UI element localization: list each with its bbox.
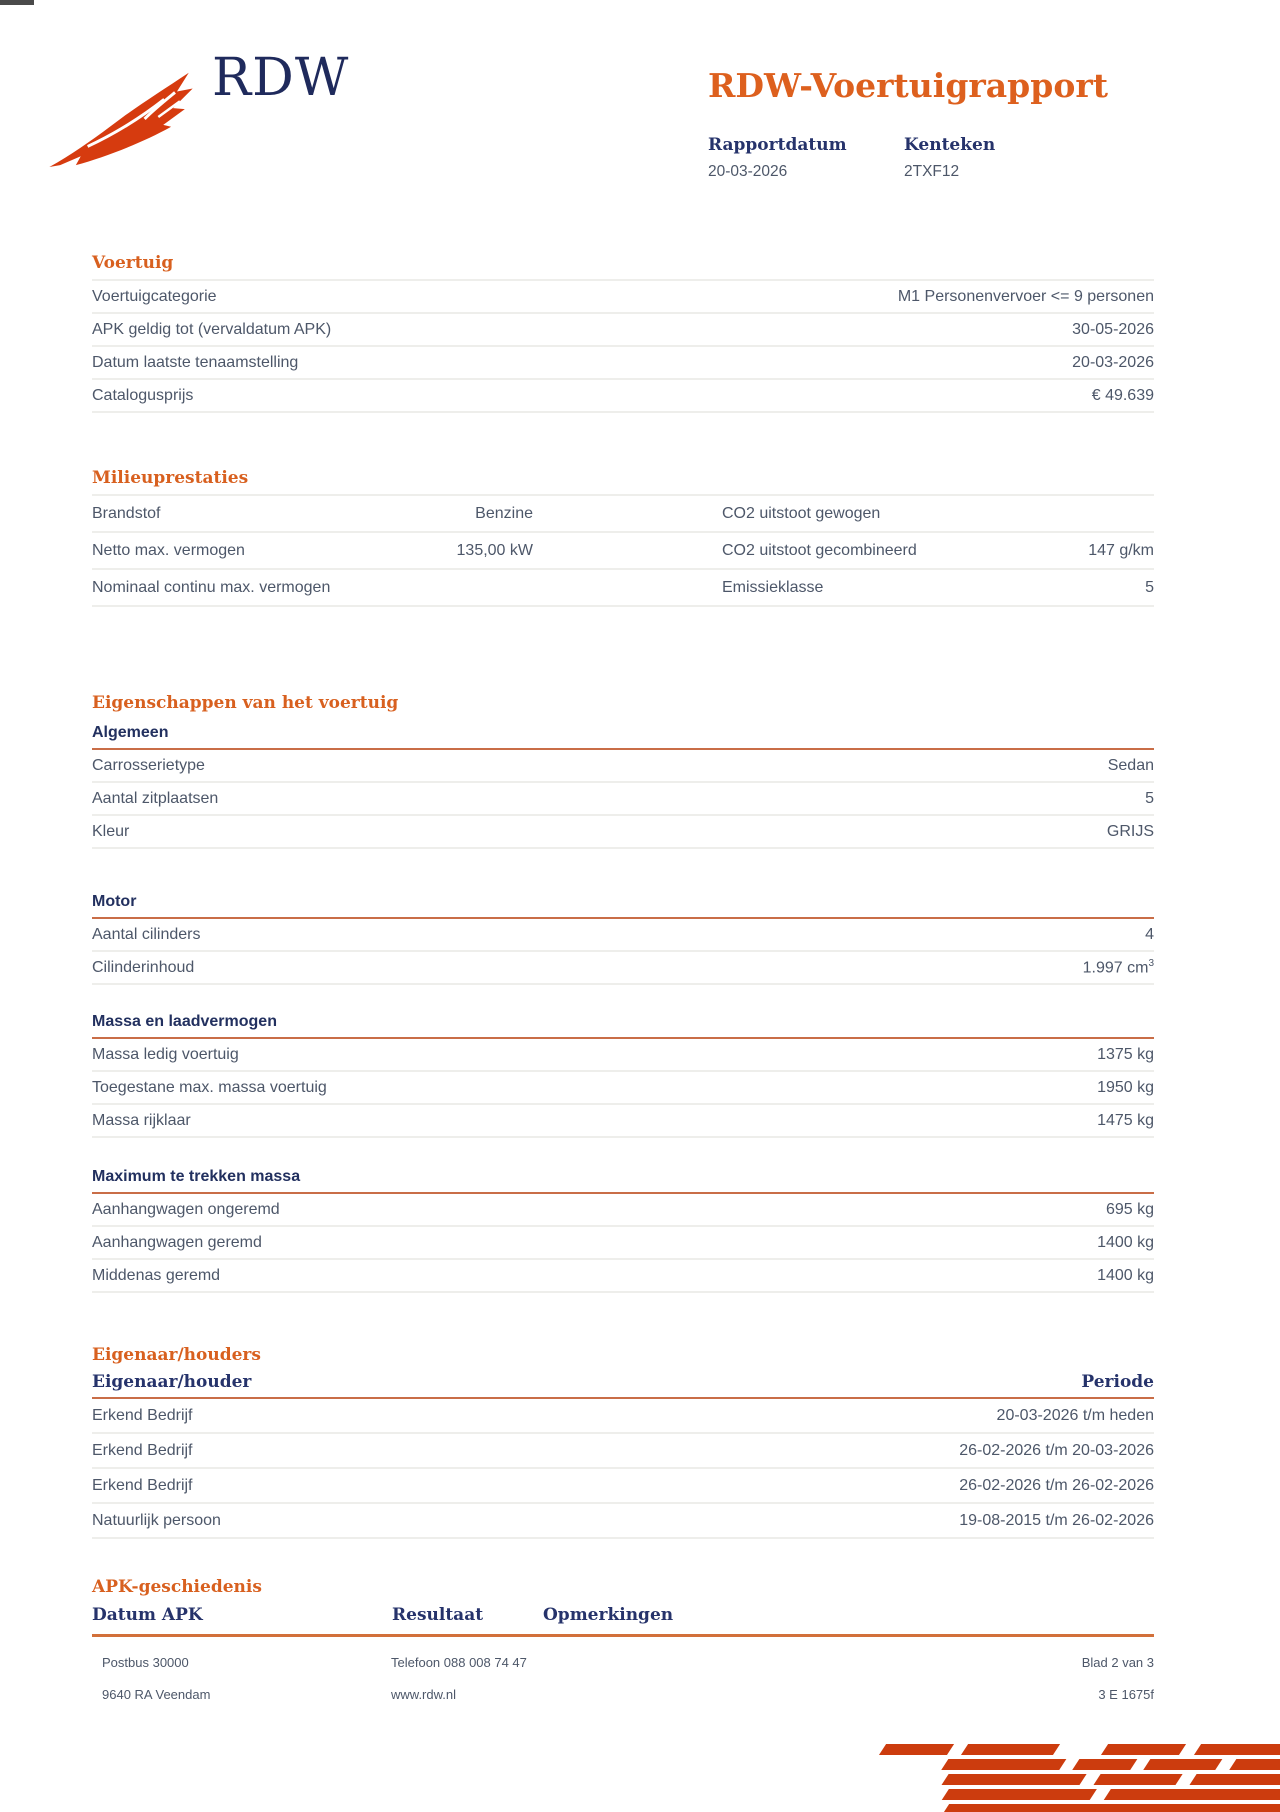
section-title: Eigenaar/houders [92,1345,261,1365]
subsection-algemeen [92,724,1154,849]
table-row [92,783,1154,816]
row-value: 30-05-2026 [1072,320,1154,338]
subsection-motor [92,893,1154,985]
owner-cell: Erkend Bedrijf [92,1406,193,1424]
row-label: Toegestane max. massa voertuig [92,1078,327,1096]
section-title: APK-geschiedenis [92,1577,262,1597]
report-date-label: Rapportdatum [708,135,847,155]
row-value: 135,00 kW [456,541,533,559]
row-value: 695 kg [1105,1200,1154,1218]
table-row [92,1039,1154,1072]
row-label: Emissieklasse [722,578,824,596]
section-title: Voertuig [92,253,174,273]
table-row [92,1399,1154,1434]
subsection-title: Algemeen [92,724,169,741]
footer-address-line1: Postbus 30000 [102,1655,189,1670]
row-label: Middenas geremd [92,1266,221,1284]
subsection-title: Massa en laadvermogen [92,1013,277,1030]
footer-address-line2: 9640 RA Veendam [102,1687,211,1702]
footer-phone: Telefoon 088 008 74 47 [391,1655,527,1670]
row-value: 1475 kg [1097,1111,1154,1129]
row-value: 4 [1145,925,1154,943]
row-value: 5 [1145,789,1154,807]
section-title: Eigenschappen van het voertuig [92,693,399,713]
subsection-title: Maximum te trekken massa [92,1168,301,1185]
row-label: CO2 uitstoot gecombineerd [722,541,917,559]
row-label: Voertuigcategorie [92,287,217,305]
table-row [92,1504,1154,1539]
period-cell: 19-08-2015 t/m 26-02-2026 [959,1511,1154,1529]
row-label: Cilinderinhoud [92,958,195,976]
section-title: Milieuprestaties [92,468,249,488]
column-header-owner: Eigenaar/houder [92,1372,252,1392]
footer-doc-code: 3 E 1675f [1098,1687,1154,1702]
row-label: Aanhangwagen ongeremd [92,1200,280,1218]
license-plate-label: Kenteken [904,135,996,155]
row-label: Carrosserietype [92,756,205,774]
section-eigenschappen-title [92,693,1154,713]
owner-cell: Natuurlijk persoon [92,1511,221,1529]
table-row [92,380,1154,413]
row-value: 1400 kg [1097,1233,1154,1251]
row-value: 5 [1145,578,1154,596]
row-label: Aanhangwagen geremd [92,1233,262,1251]
rdw-wing-graphic [850,1738,1280,1812]
subsection-title: Motor [92,893,137,910]
row-value: Sedan [1107,756,1154,774]
footer-website: www.rdw.nl [391,1687,457,1702]
table-row [92,347,1154,380]
footer-line-1 [92,1655,1154,1670]
row-label: Catalogusprijs [92,386,194,404]
license-plate-value: 2TXF12 [904,163,960,180]
row-value: Benzine [475,504,533,522]
footer-page-number: Blad 2 van 3 [1081,1655,1154,1670]
table-row [92,570,1154,607]
row-value: 1950 kg [1097,1078,1154,1096]
section-milieuprestaties [92,468,1154,607]
period-cell: 26-02-2026 t/m 20-03-2026 [959,1441,1154,1459]
owner-cell: Erkend Bedrijf [92,1441,193,1459]
row-value: 20-03-2026 [1072,353,1154,371]
column-header-opmerkingen: Opmerkingen [543,1605,674,1625]
report-meta [708,135,995,181]
table-row [92,281,1154,314]
table-row [92,816,1154,849]
row-label: Aantal zitplaatsen [92,789,219,807]
table-row [92,750,1154,783]
subsection-massa [92,1013,1154,1138]
page-title: RDW-Voertuigrapport [708,66,1108,105]
report-date-value: 20-03-2026 [708,163,788,180]
row-value: 1375 kg [1097,1045,1154,1063]
row-value: 1.997 $cm^3$ [1082,957,1154,977]
row-value: 1400 kg [1097,1266,1154,1284]
column-header-period: Periode [1081,1372,1154,1392]
owner-cell: Erkend Bedrijf [92,1476,193,1494]
header-rule [92,1634,1154,1637]
row-label: Massa ledig voertuig [92,1045,239,1063]
rdw-logo-text: RDW [212,48,350,108]
row-label: Datum laatste tenaamstelling [92,353,299,371]
subsection-maximum-trekken [92,1168,1154,1293]
column-header-resultaat: Resultaat [392,1605,484,1625]
superscript: 3 [1148,957,1154,969]
section-apk-geschiedenis [92,1577,1154,1637]
table-row [92,919,1154,952]
section-voertuig [92,253,1154,413]
row-value: € 49.639 [1091,386,1154,404]
table-row [92,1260,1154,1293]
row-label: Aantal cilinders [92,925,201,943]
table-row [92,1434,1154,1469]
table-row [92,1469,1154,1504]
row-label: Kleur [92,822,130,840]
row-label: APK geldig tot (vervaldatum APK) [92,320,332,338]
rdw-feather-icon [48,62,196,170]
row-label: Massa rijklaar [92,1111,191,1129]
table-row [92,952,1154,985]
table-row [92,496,1154,533]
row-label: Nominaal continu max. vermogen [92,578,331,596]
period-cell: 20-03-2026 t/m heden [996,1406,1154,1424]
row-label: CO2 uitstoot gewogen [722,504,881,522]
row-value: M1 Personenvervoer <= 9 personen [897,287,1154,305]
row-value: GRIJS [1106,822,1154,840]
row-label: Netto max. vermogen [92,541,245,559]
table-row [92,1072,1154,1105]
footer-line-2 [92,1687,1154,1702]
scan-artifact-mark [0,0,34,5]
rdw-wing-stripes-icon [850,1738,1280,1812]
column-header-datum-apk: Datum APK [92,1605,203,1625]
table-row [92,1105,1154,1138]
table-row [92,314,1154,347]
table-row [92,1194,1154,1227]
row-value: 147 g/km [1088,541,1154,559]
table-row [92,533,1154,570]
table-row [92,1227,1154,1260]
row-label: Brandstof [92,504,161,522]
rdw-logo [48,48,350,170]
section-eigenaar-houders [92,1345,1154,1539]
period-cell: 26-02-2026 t/m 26-02-2026 [959,1476,1154,1494]
